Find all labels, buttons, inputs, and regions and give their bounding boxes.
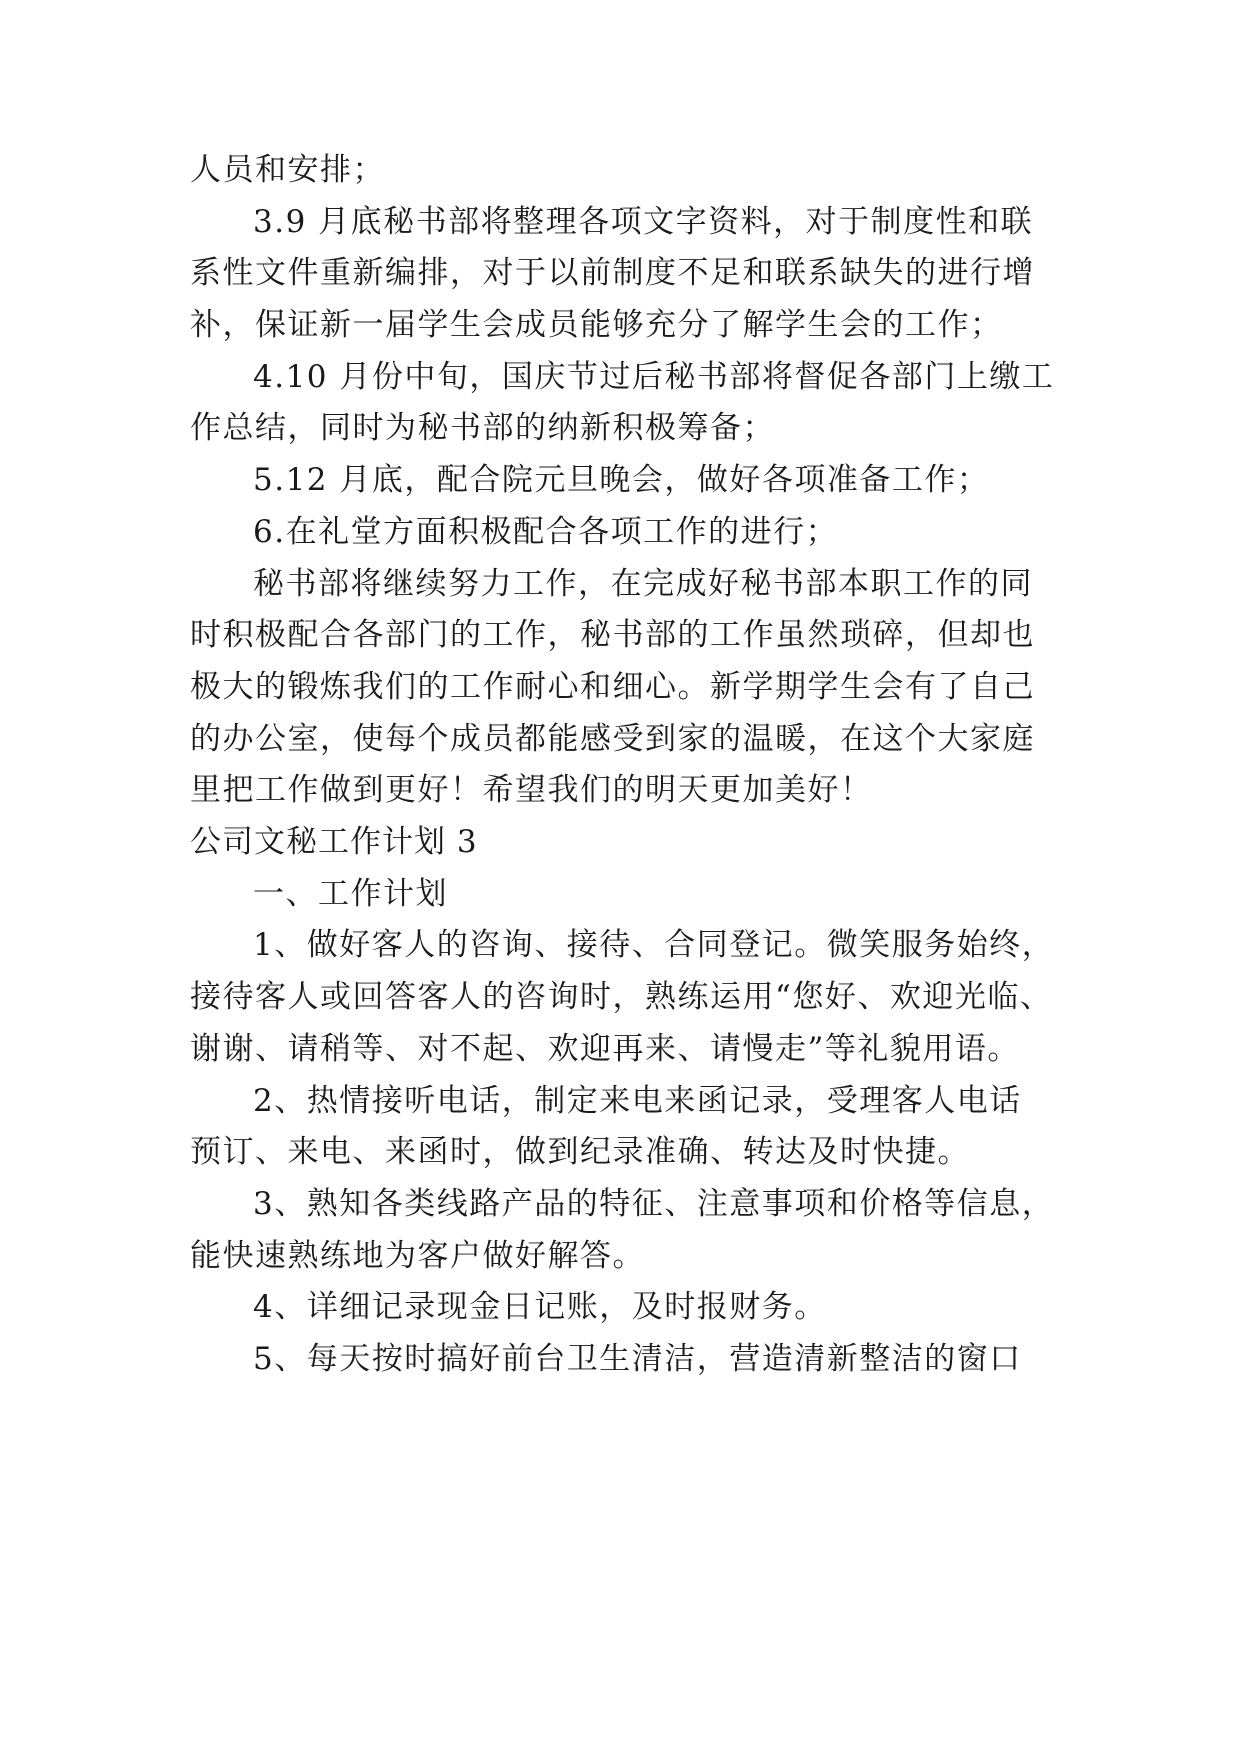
text-line: 里把工作做到更好！希望我们的明天更加美好！ — [190, 772, 873, 808]
text-line: 1、做好客人的咨询、接待、合同登记。微笑服务始终， — [253, 927, 1055, 963]
text-line: 接待客人或回答客人的咨询时，熟练运用“您好、欢迎光临、 — [190, 979, 1053, 1015]
text-line: 极大的锻炼我们的工作耐心和细心。新学期学生会有了自己 — [190, 669, 1035, 705]
text-line: 人员和安排； — [190, 152, 385, 188]
text-line: 系性文件重新编排，对于以前制度不足和联系缺失的进行增 — [190, 255, 1035, 291]
text-line: 6.在礼堂方面积极配合各项工作的进行； — [253, 514, 839, 550]
text-line: 5、每天按时搞好前台卫生清洁，营造清新整洁的窗口 — [253, 1341, 1022, 1377]
text-line: 预订、来电、来函时，做到纪录准确、转达及时快捷。 — [190, 1134, 970, 1170]
section-heading: 公司文秘工作计划 3 — [190, 824, 478, 860]
text-line: 3、熟知各类线路产品的特征、注意事项和价格等信息， — [253, 1186, 1055, 1222]
text-line: 谢谢、请稍等、对不起、欢迎再来、请慢走”等礼貌用语。 — [190, 1031, 1020, 1067]
text-line: 5.12 月底，配合院元旦晚会，做好各项准备工作； — [253, 462, 990, 498]
text-line: 2、热情接听电话，制定来电来函记录，受理客人电话 — [253, 1083, 1022, 1119]
text-line: 能快速熟练地为客户做好解答。 — [190, 1238, 645, 1274]
text-line: 3.9 月底秘书部将整理各项文字资料，对于制度性和联 — [253, 204, 1034, 240]
text-line: 作总结，同时为秘书部的纳新积极筹备； — [190, 410, 775, 446]
text-line: 4、详细记录现金日记账，及时报财务。 — [253, 1289, 827, 1325]
subsection-heading: 一、工作计划 — [253, 876, 448, 912]
text-line: 时积极配合各部门的工作，秘书部的工作虽然琐碎，但却也 — [190, 617, 1035, 653]
text-line: 秘书部将继续努力工作，在完成好秘书部本职工作的同 — [253, 566, 1033, 602]
text-line: 4.10 月份中旬，国庆节过后秘书部将督促各部门上缴工 — [253, 359, 1055, 395]
text-line: 的办公室，使每个成员都能感受到家的温暖，在这个大家庭 — [190, 721, 1035, 757]
text-line: 补，保证新一届学生会成员能够充分了解学生会的工作； — [190, 307, 1003, 343]
